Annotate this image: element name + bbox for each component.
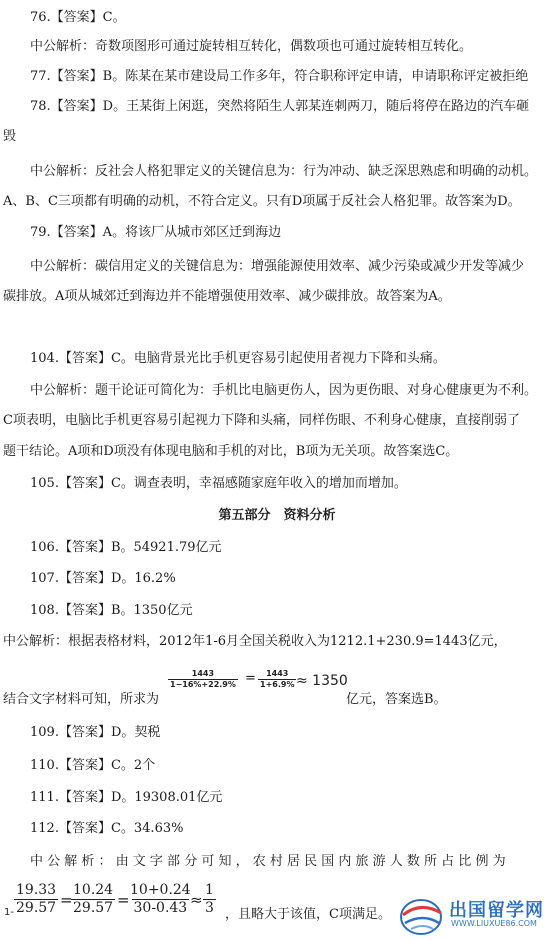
analysis-76: 中公解析：奇数项图形可通过旋转相互转化，偶数项也可通过旋转相互转化。 bbox=[30, 39, 473, 54]
fraction-1443-over-adjusted-rate bbox=[168, 669, 238, 690]
answer-76: 76.【答案】C。 bbox=[30, 10, 126, 25]
answer-105: 105.【答案】C。调查表明，幸福感随家庭年收入的增加而增加。 bbox=[30, 476, 407, 491]
fraction-one-third bbox=[203, 882, 216, 917]
fraction-sum-over-difference bbox=[128, 882, 193, 917]
fraction-19-33-over-29-57 bbox=[14, 882, 58, 917]
fraction-denominator: 29.57 bbox=[73, 900, 114, 916]
answer-110: 110.【答案】C。2个 bbox=[30, 758, 156, 773]
answer-106: 106.【答案】B。54921.79亿元 bbox=[30, 540, 222, 555]
fraction-denominator: 3 bbox=[205, 900, 214, 916]
equals-sign: = bbox=[117, 891, 130, 909]
analysis-104-cont2: 题干结论。A项和D项没有体现电脑和手机的对比，B项为无关项。故答案选C。 bbox=[3, 444, 459, 459]
fraction-denominator: 29.57 bbox=[16, 900, 57, 916]
globe-logo-icon bbox=[397, 893, 447, 936]
fraction-numerator: 1443 bbox=[191, 669, 215, 678]
answer-79: 79.【答案】A。将该厂从城市郊区迁到海边 bbox=[30, 225, 282, 240]
equals-sign: = bbox=[60, 891, 73, 909]
fraction-numerator: 1 bbox=[205, 882, 214, 898]
watermark-title: 出国留学网 bbox=[449, 900, 544, 921]
answer-112: 112.【答案】C。34.63% bbox=[30, 821, 184, 836]
fraction-numerator: 1443 bbox=[266, 669, 289, 678]
approx-result: ≈ 1350 bbox=[296, 673, 348, 689]
fraction-denominator: 1+6.9% bbox=[260, 680, 295, 689]
analysis-112-tail: ，且略大于该值，C项满足。 bbox=[225, 907, 391, 922]
answer-78: 78.【答案】D。王某街上闲逛，突然将陌生人郭某连刺两刀，随后将停在路边的汽车砸 bbox=[30, 99, 530, 114]
site-watermark bbox=[397, 893, 554, 936]
answer-104: 104.【答案】C。电脑背景光比手机更容易引起使用者视力下降和头痛。 bbox=[30, 351, 446, 366]
analysis-108: 中公解析：根据表格材料，2012年1-6月全国关税收入为1212.1+230.9=1443亿元， bbox=[3, 634, 507, 649]
approx-sign: ≈ bbox=[190, 891, 203, 909]
answer-107: 107.【答案】D。16.2% bbox=[30, 571, 176, 586]
answer-109: 109.【答案】D。契税 bbox=[30, 725, 161, 740]
fraction-numerator: 10+0.24 bbox=[130, 882, 191, 898]
analysis-112: 中 公 解 析 ： 由 文 字 部 分 可 知 ， 农 村 居 民 国 内 旅 游 人 数 所 占 比 例 为 bbox=[30, 854, 506, 869]
analysis-78-cont: A、B、C三项都有明确的动机，不符合定义。只有D项属于反社会人格犯罪。故答案为D。 bbox=[3, 194, 521, 209]
fraction-denominator: 1−16%+22.9% bbox=[170, 680, 236, 689]
watermark-url: WWW.LIUXUE86.COM bbox=[451, 919, 537, 928]
answer-78-cont: 毁 bbox=[3, 129, 17, 144]
analysis-79: 中公解析：碳信用定义的关键信息为：增强能源使用效率、减少污染或减少开发等减少 bbox=[30, 259, 525, 274]
fraction-denominator: 30-0.43 bbox=[133, 900, 188, 916]
fraction-1443-over-growth bbox=[258, 669, 296, 690]
analysis-108-tail: 亿元，答案选B。 bbox=[346, 692, 447, 707]
analysis-104: 中公解析：题干论证可简化为：手机比电脑更伤人，因为更伤眼、对身心健康更为不利。 bbox=[30, 383, 538, 398]
answer-108: 108.【答案】B。1350亿元 bbox=[30, 603, 193, 618]
analysis-78: 中公解析：反社会人格犯罪定义的关键信息为：行为冲动、缺乏深思熟虑和明确的动机。 bbox=[30, 164, 538, 179]
fraction-numerator: 19.33 bbox=[16, 882, 57, 898]
section-heading: 第五部分 资料分析 bbox=[218, 508, 336, 523]
fraction-numerator: 10.24 bbox=[73, 882, 114, 898]
analysis-104-cont1: C项表明，电脑比手机更容易引起视力下降和头痛，同样伤眼、不利身心健康，直接削弱了 bbox=[3, 413, 520, 428]
answer-111: 111.【答案】D。19308.01亿元 bbox=[30, 790, 223, 805]
analysis-79-cont: 碳排放。A项从城郊迁到海边并不能增强使用效率、减少碳排放。故答案为A。 bbox=[3, 289, 451, 304]
equals-sign: = bbox=[245, 671, 256, 686]
answer-77: 77.【答案】B。陈某在某市建设局工作多年，符合职称评定申请，申请职称评定被拒绝 bbox=[30, 69, 529, 84]
fraction-10-24-over-29-57 bbox=[71, 882, 115, 917]
analysis-108-lead: 结合文字材料可知，所求为 bbox=[3, 692, 160, 707]
formula-prefix: 1- bbox=[4, 907, 14, 918]
